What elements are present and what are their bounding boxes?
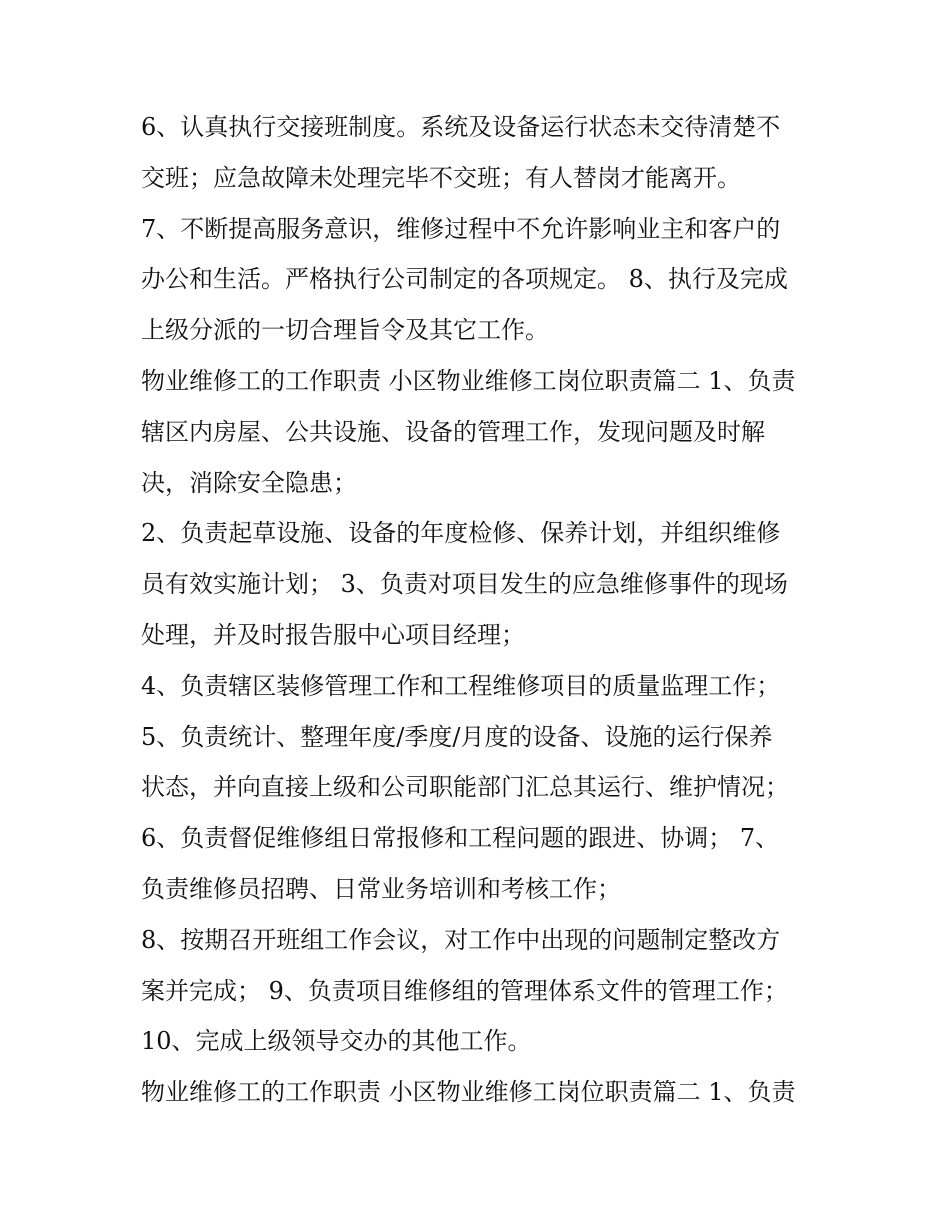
- section-heading-line: 物业维修工的工作职责 小区物业维修工岗位职责篇二 1、负责: [141, 366, 796, 395]
- text-line: 负责维修员招聘、日常业务培训和考核工作；: [141, 874, 621, 903]
- text-line: 10、完成上级领导交办的其他工作。: [141, 1027, 532, 1056]
- text-line: 决，消除安全隐患；: [141, 468, 357, 497]
- text-line: 交班；应急故障未处理完毕不交班；有人替岗才能离开。: [141, 163, 741, 192]
- text-line: 5、负责统计、整理年度/季度/月度的设备、设施的运行保养: [141, 722, 773, 751]
- text-line: 4、负责辖区装修管理工作和工程维修项目的质量监理工作；: [141, 671, 781, 700]
- section-heading-line: 物业维修工的工作职责 小区物业维修工岗位职责篇二 1、负责: [141, 1078, 796, 1107]
- text-line: 6、认真执行交接班制度。系统及设备运行状态未交待清楚不: [141, 113, 781, 141]
- text-line: 6、负责督促维修组日常报修和工程问题的跟进、协调； 7、: [141, 824, 780, 853]
- text-line: 状态，并向直接上级和公司职能部门汇总其运行、维护情况；: [141, 773, 789, 802]
- text-line: 处理，并及时报告服中心项目经理；: [141, 620, 525, 649]
- text-line: 案并完成； 9、负责项目维修组的管理体系文件的管理工作；: [141, 976, 788, 1005]
- text-line: 办公和生活。严格执行公司制定的各项规定。 8、执行及完成: [141, 265, 788, 294]
- text-line: 8、按期召开班组工作会议，对工作中出现的问题制定整改方: [141, 925, 781, 954]
- document-body: [141, 102, 821, 1118]
- text-line: 2、负责起草设施、设备的年度检修、保养计划，并组织维修: [141, 519, 781, 548]
- text-line: 上级分派的一切合理旨令及其它工作。: [141, 316, 549, 345]
- text-line: 员有效实施计划； 3、负责对项目发生的应急维修事件的现场: [141, 570, 788, 599]
- text-line: 7、不断提高服务意识，维修过程中不允许影响业主和客户的: [141, 214, 781, 243]
- text-line: 辖区内房屋、公共设施、设备的管理工作，发现问题及时解: [141, 417, 765, 446]
